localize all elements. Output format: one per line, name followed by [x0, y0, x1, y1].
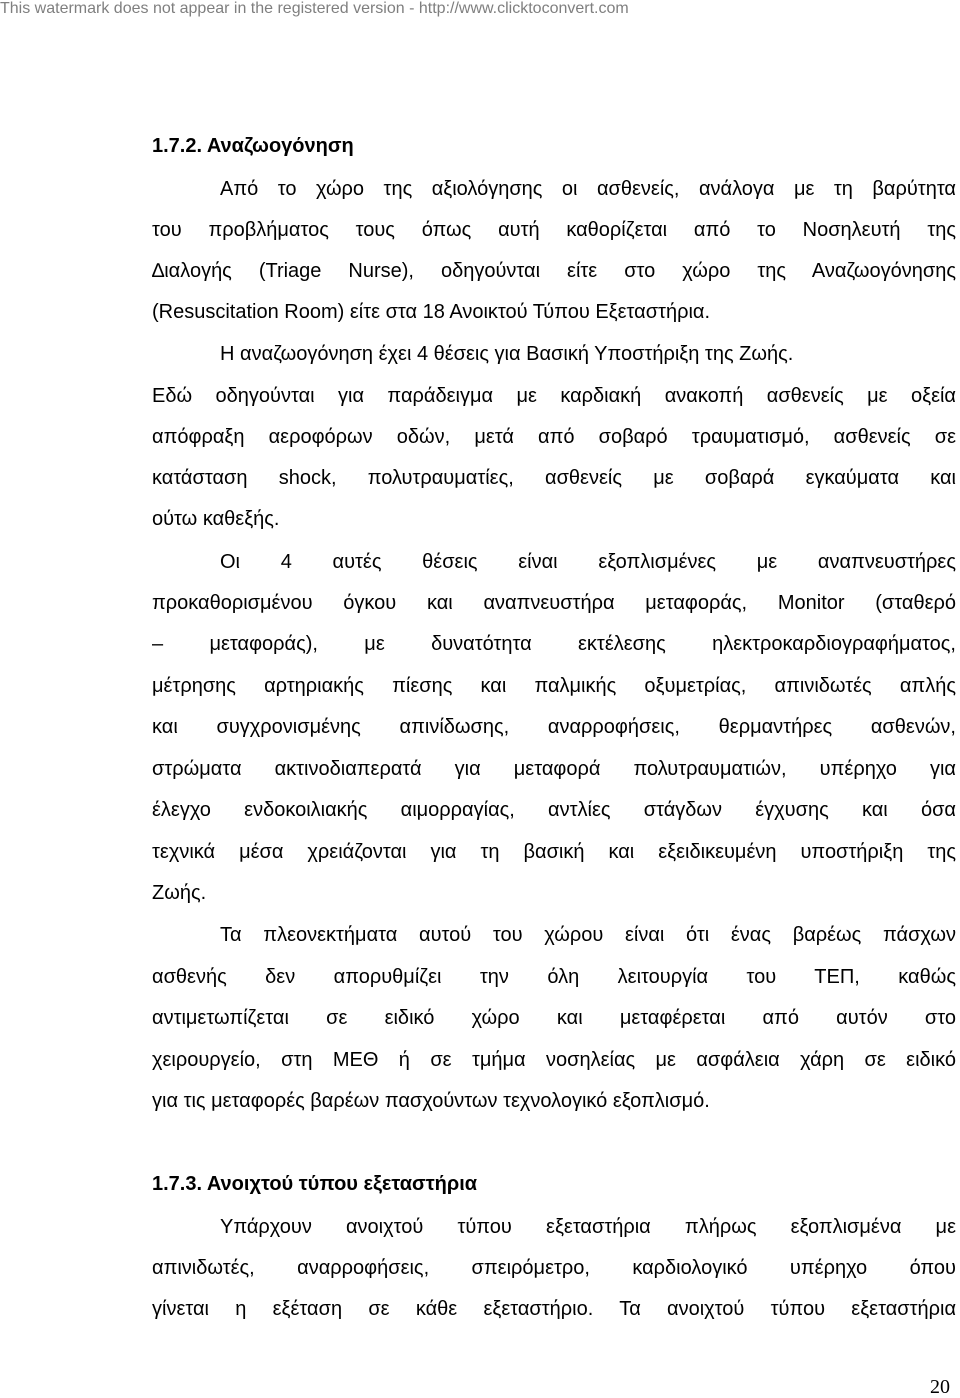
- page-number: 20: [930, 1376, 950, 1398]
- watermark-link[interactable]: http://www.clicktoconvert.com: [418, 0, 629, 17]
- paragraph-line: κατάσταση shock, πολυτραυματίες, ασθενείς με σοβαρά εγκαύματα και: [152, 467, 956, 489]
- paragraph-line: Ζωής.: [152, 882, 207, 904]
- paragraph-line: μέτρησης αρτηριακής πίεσης και παλμικής οξυμετρίας, απινιδωτές απλής: [152, 675, 956, 697]
- paragraph-line: και συγχρονισμένης απινίδωσης, αναρροφήσεις, θερμαντήρες ασθενών,: [152, 716, 956, 738]
- paragraph-line: χειρουργείο, στη ΜΕΘ ή σε τμήμα νοσηλείας με ασφάλεια χάρη σε ειδικό: [152, 1049, 956, 1071]
- paragraph-line: αντιμετωπίζεται σε ειδικό χώρο και μεταφέρεται από αυτόν στο: [152, 1007, 956, 1029]
- paragraph-line: γίνεται η εξέταση σε κάθε εξεταστήριο. Τα ανοιχτού τύπου εξεταστήρια: [152, 1298, 956, 1320]
- section-heading-1-7-3: 1.7.3. Ανοιχτού τύπου εξεταστήρια: [152, 1173, 478, 1195]
- paragraph-line: ∆ιαλογής (Triage Nurse), οδηγούνται είτε στο χώρο της Αναζωογόνησης: [152, 260, 956, 282]
- paragraph-line: απόφραξη αεροφόρων οδών, μετά από σοβαρό τραυματισμό, ασθενείς σε: [152, 426, 956, 448]
- paragraph-line: Εδώ οδηγούνται για παράδειγμα με καρδιακή ανακοπή ασθενείς με οξεία: [152, 385, 956, 407]
- watermark-banner: [0, 0, 629, 18]
- paragraph-line: Οι 4 αυτές θέσεις είναι εξοπλισμένες με αναπνευστήρες: [220, 551, 956, 573]
- paragraph-line: για τις μεταφορές βαρέων πασχούντων τεχνολογικό εξοπλισμό.: [152, 1090, 710, 1112]
- paragraph-line: ούτω καθεξής.: [152, 508, 280, 530]
- paragraph-line: – μεταφοράς), με δυνατότητα εκτέλεσης ηλεκτροκαρδιογραφήματος,: [152, 633, 956, 655]
- paragraph-line: τεχνικά μέσα χρειάζονται για τη βασική και εξειδικευμένη υποστήριξη της: [152, 841, 956, 863]
- paragraph-line: ασθενής δεν απορυθμίζει την όλη λειτουργία του ΤΕΠ, καθώς: [152, 966, 956, 988]
- paragraph-line: απινιδωτές, αναρροφήσεις, σπειρόμετρο, καρδιολογικό υπέρηχο όπου: [152, 1257, 956, 1279]
- paragraph-line: (Resuscitation Room) είτε στα 18 Ανοικτού Τύπου Εξεταστήρια.: [152, 301, 711, 323]
- paragraph-line: στρώματα ακτινοδιαπερατά για μεταφορά πολυτραυματιών, υπέρηχο για: [152, 758, 956, 780]
- paragraph-line: Από το χώρο της αξιολόγησης οι ασθενείς, ανάλογα με τη βαρύτητα: [220, 178, 956, 200]
- section-heading-1-7-2: 1.7.2. Αναζωογόνηση: [152, 135, 354, 157]
- paragraph-line: του προβλήματος τους όπως αυτή καθορίζεται από το Νοσηλευτή της: [152, 219, 956, 241]
- paragraph-line: Τα πλεονεκτήματα αυτού του χώρου είναι ότι ένας βαρέως πάσχων: [220, 924, 956, 946]
- paragraph-line: προκαθορισμένου όγκου και αναπνευστήρα μεταφοράς, Monitor (σταθερό: [152, 592, 956, 614]
- watermark-text: This watermark does not appear in the registered version -: [0, 0, 419, 17]
- paragraph-line: Υπάρχουν ανοιχτού τύπου εξεταστήρια πλήρως εξοπλισμένα με: [220, 1216, 956, 1238]
- paragraph-line: Η αναζωογόνηση έχει 4 θέσεις για Βασική Υποστήριξη της Ζωής.: [220, 343, 794, 365]
- paragraph-line: έλεγχο ενδοκοιλιακής αιμορραγίας, αντλίες στάγδων έγχυσης και όσα: [152, 799, 956, 821]
